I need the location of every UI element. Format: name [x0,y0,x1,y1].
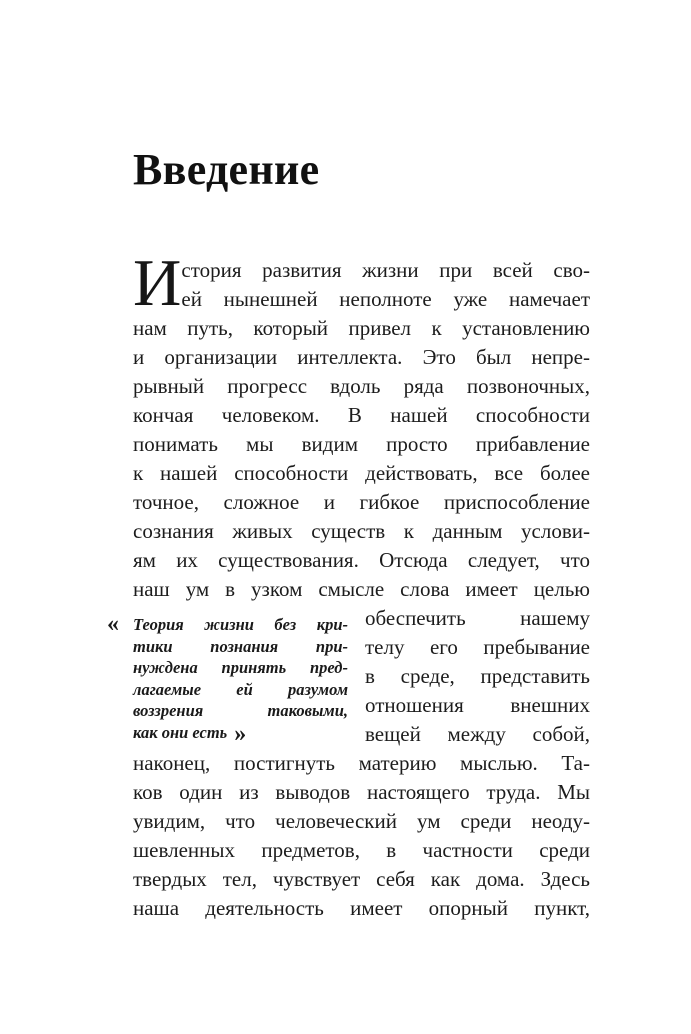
text-line: увидим, что человеческий ум среди неоду- [133,809,590,833]
text-line: в среде, представить [365,664,590,688]
text-line: вещей между собой, [365,722,590,746]
closing-paragraph [133,749,590,923]
text-line: наш ум в узком смысле слова имеет целью [133,577,590,601]
pull-quote-section [107,604,590,749]
text-line: кончая человеком. В нашей способности [133,403,590,427]
pull-quote [107,604,348,749]
text-line: наша деятельность имеет опорный пункт, [133,896,590,920]
text-line: наконец, постигнуть материю мыслью. Та- [133,751,590,775]
text-line: отношения внешних [365,693,590,717]
quote-line-text: как они есть [133,722,228,742]
text-line: обеспечить нашему [365,606,590,630]
text-line: нам путь, который привел к установлению [133,316,590,340]
text-line: телу его пребывание [365,635,590,659]
quote-line: тики познания при- [133,636,348,656]
text-line: и организации интеллекта. Это был непре- [133,345,590,369]
opening-paragraph [133,246,590,604]
text-line: ей нынешней неполноте уже намечает [181,287,590,311]
text-line: точное, сложное и гибкое приспособление [133,490,590,514]
quote-line [133,720,348,747]
text-line: сознания живых существ к данным услови- [133,519,590,543]
paragraph-beside-quote [365,604,590,749]
quote-line: нуждена принять пред- [133,658,348,677]
text-line: ям их существования. Отсюда следует, что [133,548,590,572]
text-line: понимать мы видим просто прибавление [133,432,590,456]
drop-cap-lines [181,256,590,314]
quote-line: воззрения таковыми, [133,701,348,720]
text-line: рывный прогресс вдоль ряда позвоночных, [133,374,590,398]
chapter-title: Введение [133,145,320,194]
drop-cap-row [133,246,590,320]
text-line: к нашей способности действовать, все более [133,461,590,485]
text-line: твердых тел, чувствует себя как дома. Здесь [133,867,590,891]
text-line: шевленных предметов, в частности среди [133,838,590,862]
text-line: стория развития жизни при всей сво- [181,258,590,282]
drop-cap: И [133,246,182,320]
text-line: ков один из выводов настоящего труда. Мы [133,780,590,804]
quote-line: Теория жизни без кри- [133,615,348,634]
closing-guillemet: » [234,720,247,747]
opening-guillemet: « [107,611,119,637]
quote-line: лагаемые ей разумом [133,679,348,699]
